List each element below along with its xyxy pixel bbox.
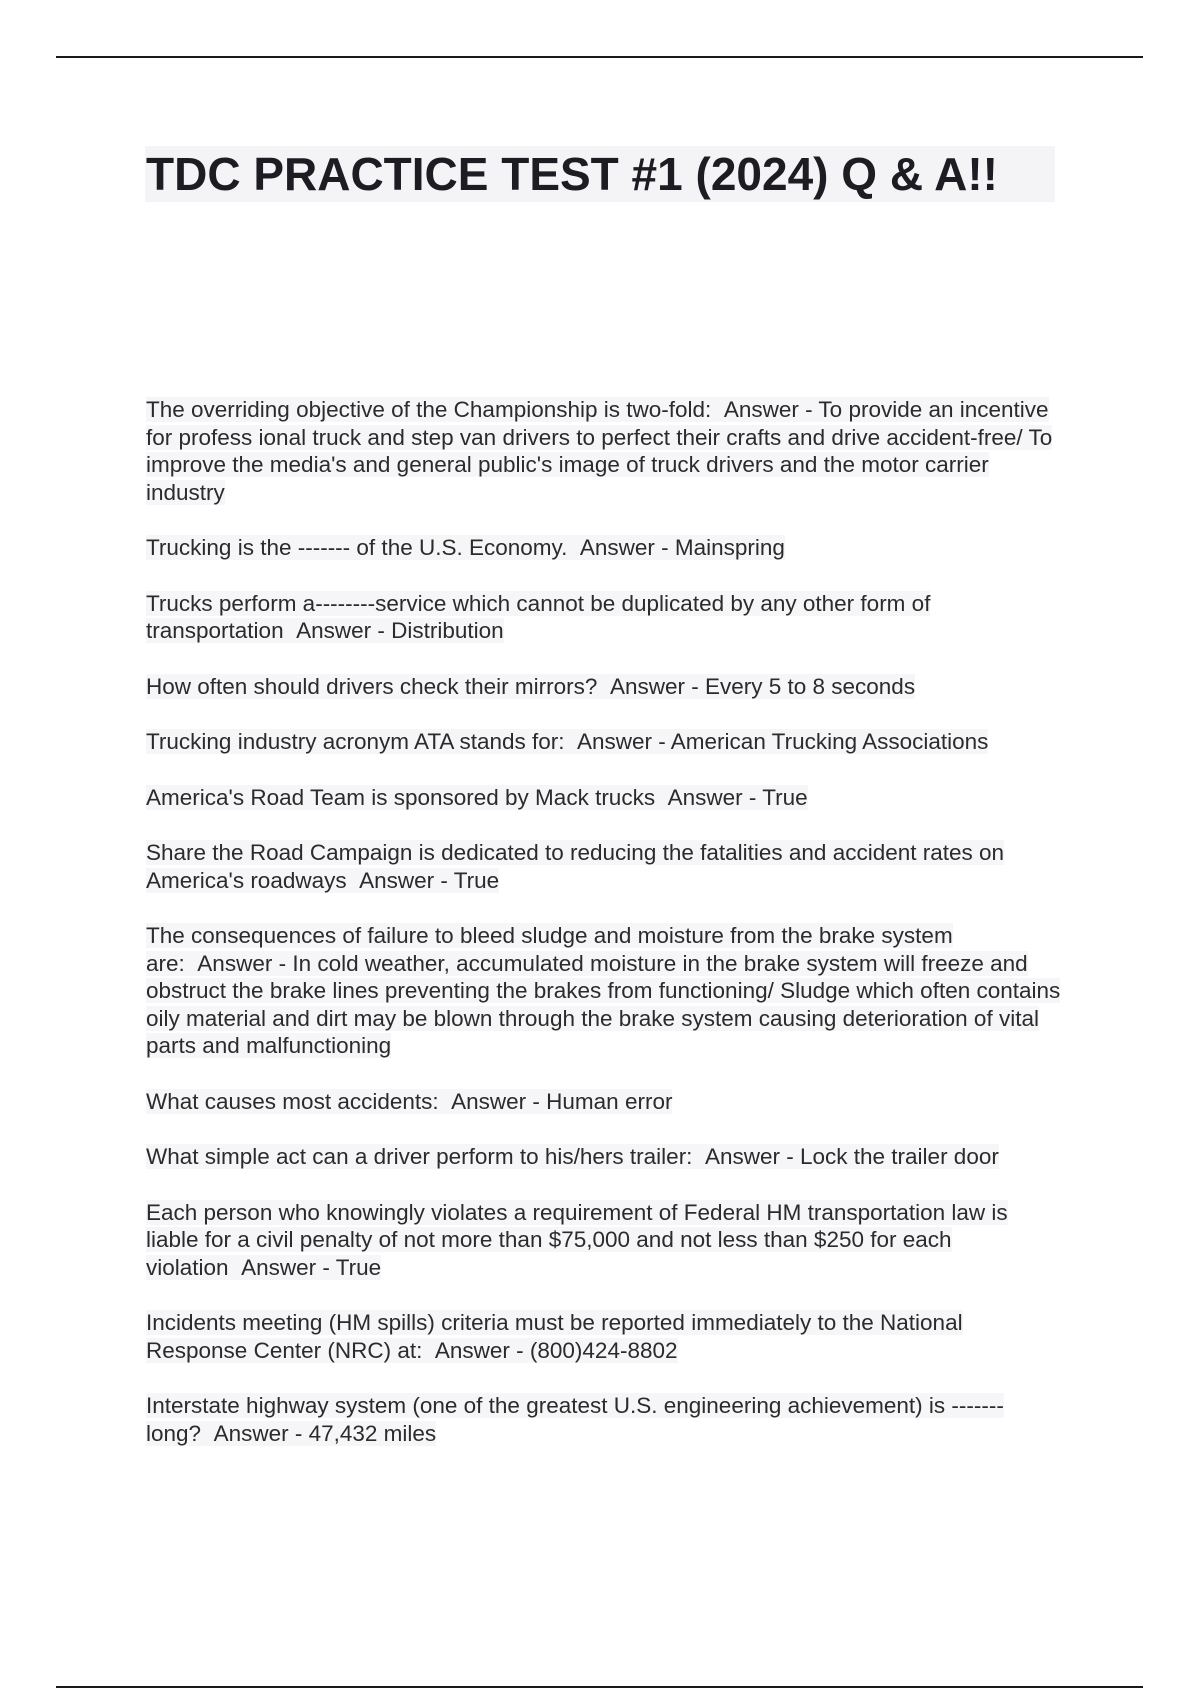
qa-item <box>146 673 1061 701</box>
question-text: What simple act can a driver perform to his/hers trailer: <box>146 1144 693 1169</box>
question-text: Each person who knowingly violates a requirement of Federal HM transportation law is liable for a civil penalty of not more than $75,000 and not less than $250 for each violation <box>146 1199 1008 1280</box>
qa-item <box>146 1309 1061 1364</box>
answer-text: Answer - Mainspring <box>567 535 785 560</box>
qa-item <box>146 396 1061 506</box>
question-text: America's Road Team is sponsored by Mack trucks <box>146 784 656 810</box>
qa-item <box>146 1143 1061 1171</box>
qa-item <box>146 922 1061 1060</box>
qa-list <box>146 396 1061 1475</box>
qa-item <box>146 1088 1061 1116</box>
answer-text: Answer - To provide an incentive for profess ional truck and step van drivers to perfect their crafts and drive accident-free/ To improve the media's and general public's image of truck drivers and the motor carrier industry <box>146 397 1053 505</box>
qa-item <box>146 839 1061 894</box>
answer-text: Answer - (800)424-8802 <box>422 1338 677 1363</box>
question-text: Trucking industry acronym ATA stands for: <box>146 729 565 754</box>
top-rule <box>56 56 1143 58</box>
qa-item <box>146 784 1061 812</box>
question-text: Share the Road Campaign is dedicated to reducing the fatalities and accident rates on America's roadways <box>146 840 1005 893</box>
bottom-rule <box>56 1686 1143 1688</box>
qa-item <box>146 728 1061 756</box>
question-text: Interstate highway system (one of the greatest U.S. engineering achievement) is ------- long? <box>146 1393 1004 1446</box>
qa-item <box>146 1392 1061 1447</box>
answer-text: Answer - True <box>229 1255 382 1280</box>
page-title: TDC PRACTICE TEST #1 (2024) Q & A!! <box>146 148 998 200</box>
answer-text: Answer - Human error <box>439 1089 673 1114</box>
answer-text: Answer - True <box>655 785 808 810</box>
question-text: What causes most accidents: <box>146 1088 439 1114</box>
qa-item <box>146 590 1061 645</box>
question-text: How often should drivers check their mirrors? <box>146 673 598 699</box>
answer-text: Answer - Every 5 to 8 seconds <box>597 674 915 699</box>
question-text: The consequences of failure to bleed sludge and moisture from the brake system are: <box>146 923 953 976</box>
question-text: Incidents meeting (HM spills) criteria must be reported immediately to the National Response Center (NRC) at: <box>146 1310 963 1363</box>
qa-item <box>146 534 1061 562</box>
question-text: The overriding objective of the Championship is two-fold: <box>146 397 712 422</box>
qa-item <box>146 1199 1061 1282</box>
answer-text: Answer - 47,432 miles <box>201 1421 436 1446</box>
question-text: Trucks perform a--------service which cannot be duplicated by any other form of transportation <box>146 590 931 643</box>
answer-text: Answer - Lock the trailer door <box>692 1144 998 1169</box>
answer-text: Answer - Distribution <box>284 618 504 643</box>
question-text: Trucking is the ------- of the U.S. Economy. <box>146 535 568 560</box>
answer-text: Answer - In cold weather, accumulated moisture in the brake system will freeze and obstruct the brake lines preventing the brakes from functioning/ Sludge which often contains oily material and dirt may be blown through the brake system causing deterioration of vital parts and malfunctioning <box>146 950 1061 1058</box>
answer-text: Answer - American Trucking Associations <box>565 729 989 754</box>
answer-text: Answer - True <box>347 868 500 893</box>
